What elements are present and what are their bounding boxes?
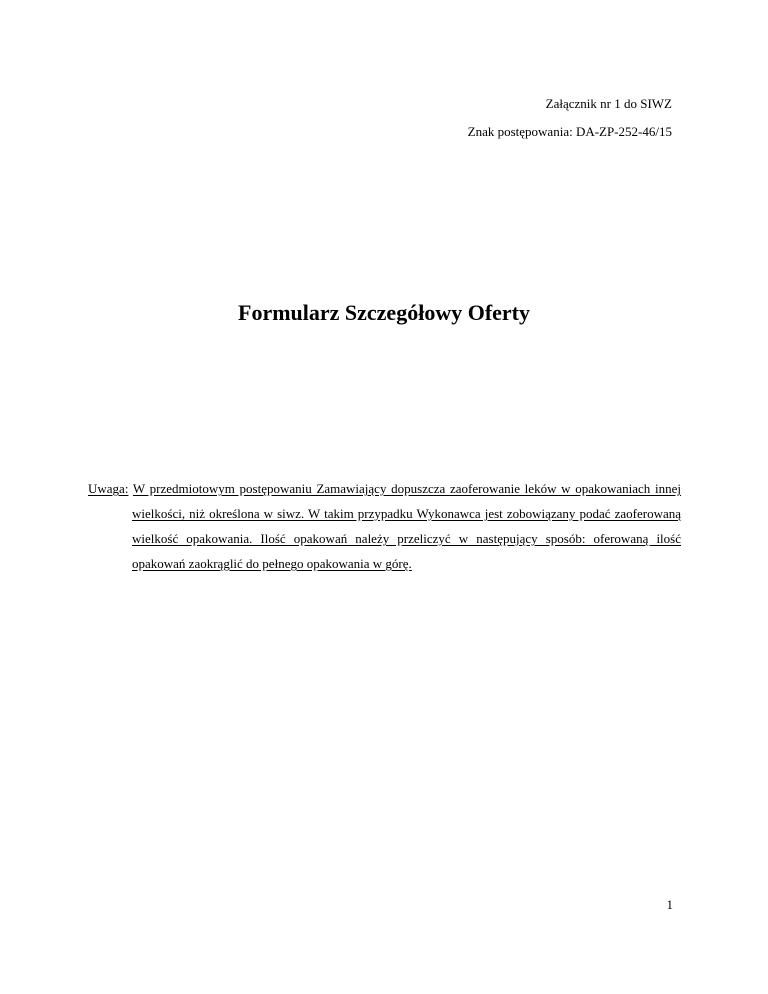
notice-line-2: wielkości, niż określona w siwz. W takim przypadku Wykonawca jest zobowiązany podać zaoferowaną: [132, 506, 681, 521]
notice-line-4-row: [88, 551, 681, 576]
notice-line-3: wielkość opakowania. Ilość opakowań należy przeliczyć w następujący sposób: oferowaną ilość: [132, 531, 681, 546]
document-title: Formularz Szczegółowy Oferty: [238, 300, 530, 325]
notice-line-4: opakowań zaokrąglić do pełnego opakowania w górę.: [132, 556, 412, 571]
page-number: 1: [666, 897, 673, 912]
annex-reference: Załącznik nr 1 do SIWZ: [545, 96, 672, 111]
case-reference: Znak postępowania: DA-ZP-252-46/15: [467, 124, 672, 139]
notice-line-2-row: [88, 501, 681, 526]
notice-paragraph: [88, 476, 681, 576]
notice-line-3-row: [88, 526, 681, 551]
notice-line-1: W przedmiotowym postępowaniu Zamawiający dopuszcza zaoferowanie leków w opakowaniach innej: [132, 481, 681, 496]
notice-first-line: [88, 476, 681, 501]
notice-label: Uwaga:: [88, 481, 129, 496]
